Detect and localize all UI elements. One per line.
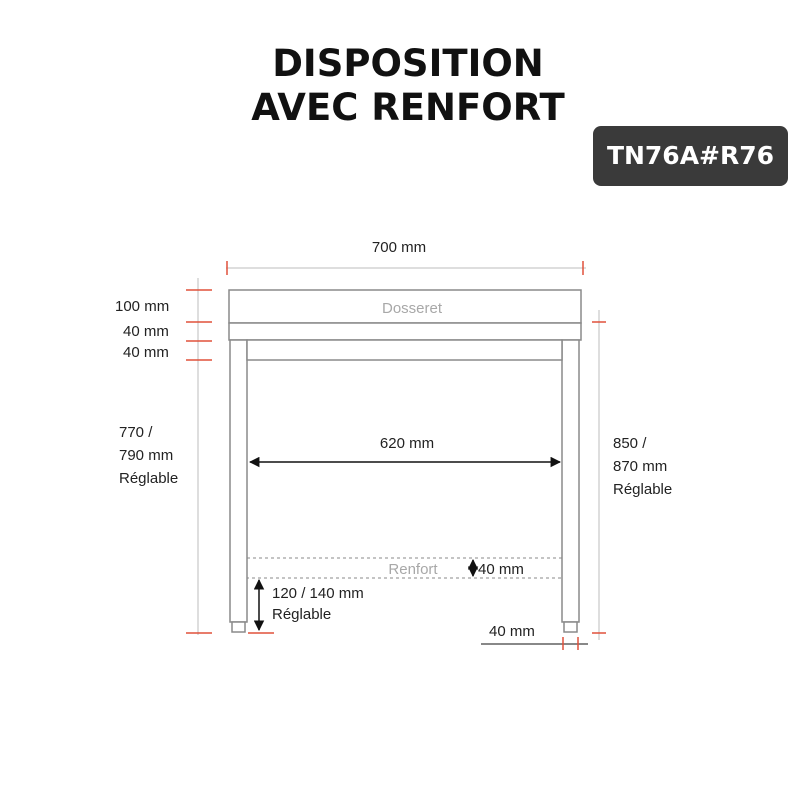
brace-clearance-label-1: 120 / 140 mm: [272, 585, 364, 602]
left-leg: [230, 340, 247, 622]
backsplash-height-label: 100 mm: [115, 298, 170, 315]
leg-height-label-1: 770 /: [119, 424, 153, 441]
total-width-label: 700 mm: [371, 239, 427, 256]
inner-width-label: 620 mm: [379, 435, 435, 452]
leg-height-label-3: Réglable: [119, 470, 179, 487]
right-foot: [564, 622, 577, 632]
total-height-label-3: Réglable: [613, 481, 673, 498]
right-leg: [562, 340, 579, 622]
brace-label: Renfort: [388, 561, 438, 578]
title-line-1: DISPOSITION: [272, 42, 544, 85]
left-foot: [232, 622, 245, 632]
apron-height-label: 40 mm: [123, 344, 169, 361]
brace-clearance-label-2: Réglable: [272, 606, 332, 623]
backsplash-label: Dosseret: [381, 300, 443, 317]
leg-height-label-2: 790 mm: [119, 447, 174, 464]
top-thickness-label: 40 mm: [123, 323, 169, 340]
total-height-label-2: 870 mm: [613, 458, 668, 475]
reference-badge: TN76A#R76: [593, 126, 788, 186]
total-height-label-1: 850 /: [613, 435, 647, 452]
title-line-2: AVEC RENFORT: [251, 86, 565, 129]
worktop: [229, 323, 581, 340]
apron: [247, 340, 562, 360]
leg-width-label: 40 mm: [489, 623, 535, 640]
brace-height-label: 40 mm: [478, 561, 524, 578]
